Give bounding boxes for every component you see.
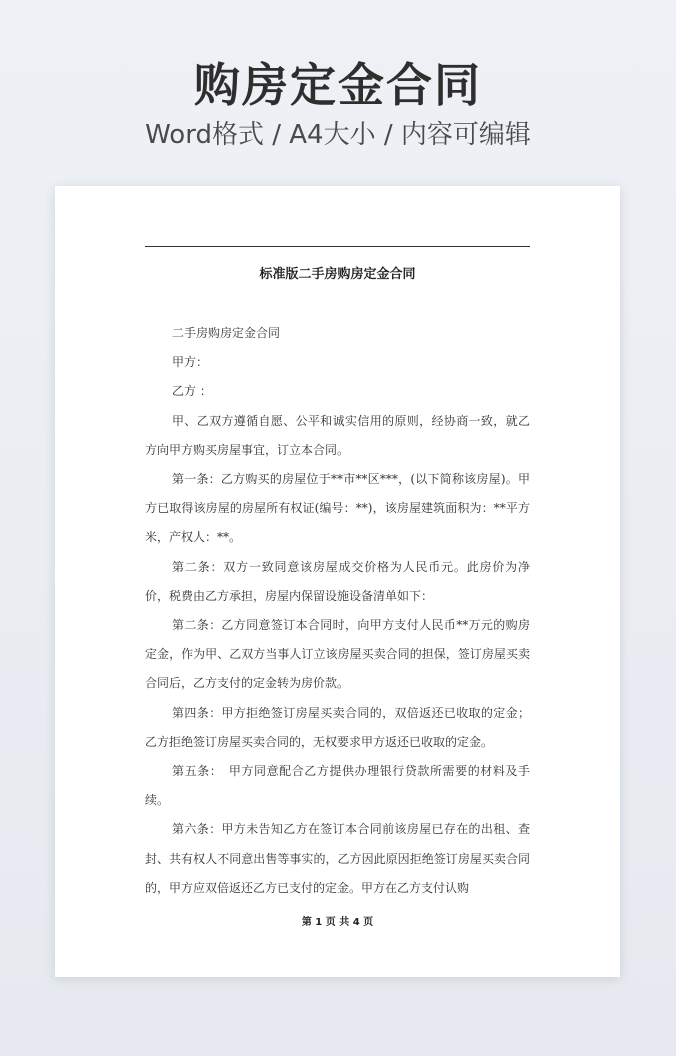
- header-rule: [145, 246, 530, 247]
- paragraph-article-3: 第二条：乙方同意签订本合同时，向甲方支付人民币**万元的购房定金，作为甲、乙双方当事人订立该房屋买卖合同的担保，签订房屋买卖合同后，乙方支付的定金转为房价款。: [145, 618, 530, 691]
- document-body: [145, 319, 530, 903]
- paragraph-article-5: 第五条： 甲方同意配合乙方提供办理银行贷款所需要的材料及手续。: [145, 764, 530, 808]
- paragraph-article-6: 第六条：甲方未告知乙方在签订本合同前该房屋已存在的出租、查封、共有权人不同意出售等事实的，乙方因此原因拒绝签订房屋买卖合同的，甲方应双倍返还乙方已支付的定金。甲方在乙方支付认购: [145, 822, 530, 895]
- promo-title: 购房定金合同: [194, 58, 482, 112]
- paragraph-heading: 二手房购房定金合同: [172, 326, 281, 340]
- paragraph-party-b: 乙方 ：: [172, 384, 212, 399]
- page-number-footer: 第 1 页 共 4 页: [301, 917, 374, 928]
- paragraph-article-1: 第一条：乙方购买的房屋位于**市**区***，(以下简称该房屋)。甲方已取得该房屋的房屋所有权证(编号：**)，该房屋建筑面积为：**平方米，产权人：**。: [145, 472, 530, 545]
- promo-subtitle: Word格式 / A4大小 / 内容可编辑: [145, 120, 531, 150]
- paragraph-article-2: 第二条：双方一致同意该房屋成交价格为人民币元。此房价为净价，税费由乙方承担，房屋内保留设施设备清单如下：: [145, 559, 530, 603]
- paragraph-party-a: 甲方：: [172, 355, 209, 370]
- paragraph-preamble: 甲、乙双方遵循自愿、公平和诚实信用的原则，经协商一致，就乙方向甲方购买房屋事宜，订立本合同。: [145, 413, 530, 457]
- document-page: [55, 186, 620, 977]
- document-title: 标准版二手房购房定金合同: [259, 267, 416, 282]
- paragraph-article-4: 第四条：甲方拒绝签订房屋买卖合同的，双倍返还已收取的定金；乙方拒绝签订房屋买卖合同的，无权要求甲方返还已收取的定金。: [145, 705, 530, 749]
